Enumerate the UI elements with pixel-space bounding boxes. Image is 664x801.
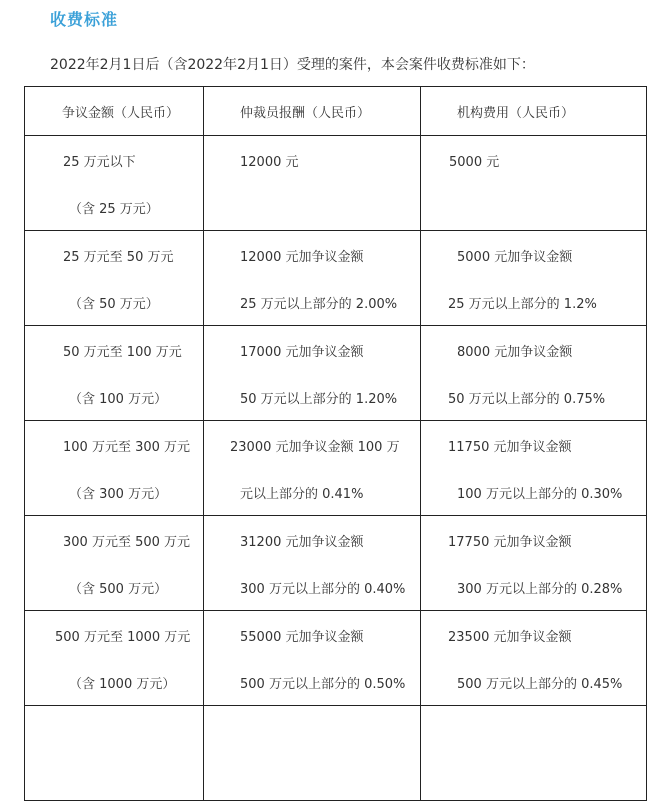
section-title: 收费标准	[50, 10, 119, 29]
intro-text: 2022年2月1日后（含2022年2月1日）受理的案件，本会案件收费标准如下：	[50, 57, 535, 73]
arbitrator-fee-cell	[204, 136, 421, 231]
arbitrator-fee-line2: 500 万元以上部分的 0.50%	[240, 677, 406, 692]
institution-fee-line1: 17750 元加争议金额	[448, 535, 572, 550]
institution-fee-line2: 100 万元以上部分的 0.30%	[457, 487, 623, 502]
amount-note: （含 500 万元）	[69, 582, 168, 597]
arbitrator-fee-line1: 12000 元	[240, 155, 299, 170]
amount-cell	[25, 231, 204, 326]
table-row	[25, 326, 647, 421]
amount-cell	[25, 516, 204, 611]
amount-note: （含 300 万元）	[69, 487, 168, 502]
amount-cell	[25, 421, 204, 516]
amount-range: 25 万元以下	[63, 155, 136, 170]
arbitrator-fee-line1: 12000 元加争议金额	[240, 250, 364, 265]
institution-fee-line2: 300 万元以上部分的 0.28%	[457, 582, 623, 597]
amount-note: （含 50 万元）	[69, 297, 159, 312]
arbitrator-fee-cell	[204, 231, 421, 326]
amount-range: 100 万元至 300 万元	[63, 440, 191, 455]
amount-note: （含 1000 万元）	[69, 677, 176, 692]
amount-range: 500 万元至 1000 万元	[55, 630, 191, 645]
table-row-partial	[25, 706, 647, 801]
institution-fee-line2: 500 万元以上部分的 0.45%	[457, 677, 623, 692]
arbitrator-fee-cell	[204, 516, 421, 611]
institution-fee-cell	[421, 326, 647, 421]
arbitrator-fee-line2: 元以上部分的 0.41%	[240, 487, 364, 502]
amount-cell	[25, 326, 204, 421]
arbitrator-fee-line2: 50 万元以上部分的 1.20%	[240, 392, 398, 407]
institution-fee-cell	[421, 136, 647, 231]
arbitrator-fee-line1: 31200 元加争议金额	[240, 535, 364, 550]
header-amount: 争议金额（人民币）	[25, 87, 204, 136]
institution-fee-line1: 11750 元加争议金额	[448, 440, 572, 455]
arbitrator-fee-line1: 17000 元加争议金额	[240, 345, 364, 360]
arbitrator-fee-cell	[204, 611, 421, 706]
institution-fee-line1: 5000 元加争议金额	[457, 250, 573, 265]
institution-fee-line2: 50 万元以上部分的 0.75%	[448, 392, 606, 407]
institution-fee-line1: 23500 元加争议金额	[448, 630, 572, 645]
table-row	[25, 231, 647, 326]
table-row	[25, 421, 647, 516]
institution-fee-cell	[421, 516, 647, 611]
amount-note: （含 25 万元）	[69, 202, 159, 217]
table-row	[25, 136, 647, 231]
institution-fee-cell	[421, 421, 647, 516]
amount-range: 50 万元至 100 万元	[63, 345, 182, 360]
institution-fee-cell	[421, 611, 647, 706]
amount-range: 25 万元至 50 万元	[63, 250, 174, 265]
institution-fee-line2: 25 万元以上部分的 1.2%	[448, 297, 597, 312]
institution-fee-cell	[421, 231, 647, 326]
amount-cell	[25, 136, 204, 231]
table-row	[25, 611, 647, 706]
institution-fee-line1: 5000 元	[449, 155, 500, 170]
arbitrator-fee-line1: 23000 元加争议金额 100 万	[230, 440, 400, 455]
arbitrator-fee-cell	[204, 421, 421, 516]
table-header-row	[25, 87, 647, 136]
arbitrator-fee-line2: 25 万元以上部分的 2.00%	[240, 297, 398, 312]
arbitrator-fee-cell	[204, 326, 421, 421]
amount-note: （含 100 万元）	[69, 392, 168, 407]
amount-cell	[25, 611, 204, 706]
fee-table	[24, 86, 647, 801]
arbitrator-fee-line2: 300 万元以上部分的 0.40%	[240, 582, 406, 597]
institution-fee-line1: 8000 元加争议金额	[457, 345, 573, 360]
amount-range: 300 万元至 500 万元	[63, 535, 191, 550]
header-arbitrator-fee: 仲裁员报酬（人民币）	[204, 87, 421, 136]
table-row	[25, 516, 647, 611]
arbitrator-fee-line1: 55000 元加争议金额	[240, 630, 364, 645]
header-institution-fee: 机构费用（人民币）	[421, 87, 647, 136]
